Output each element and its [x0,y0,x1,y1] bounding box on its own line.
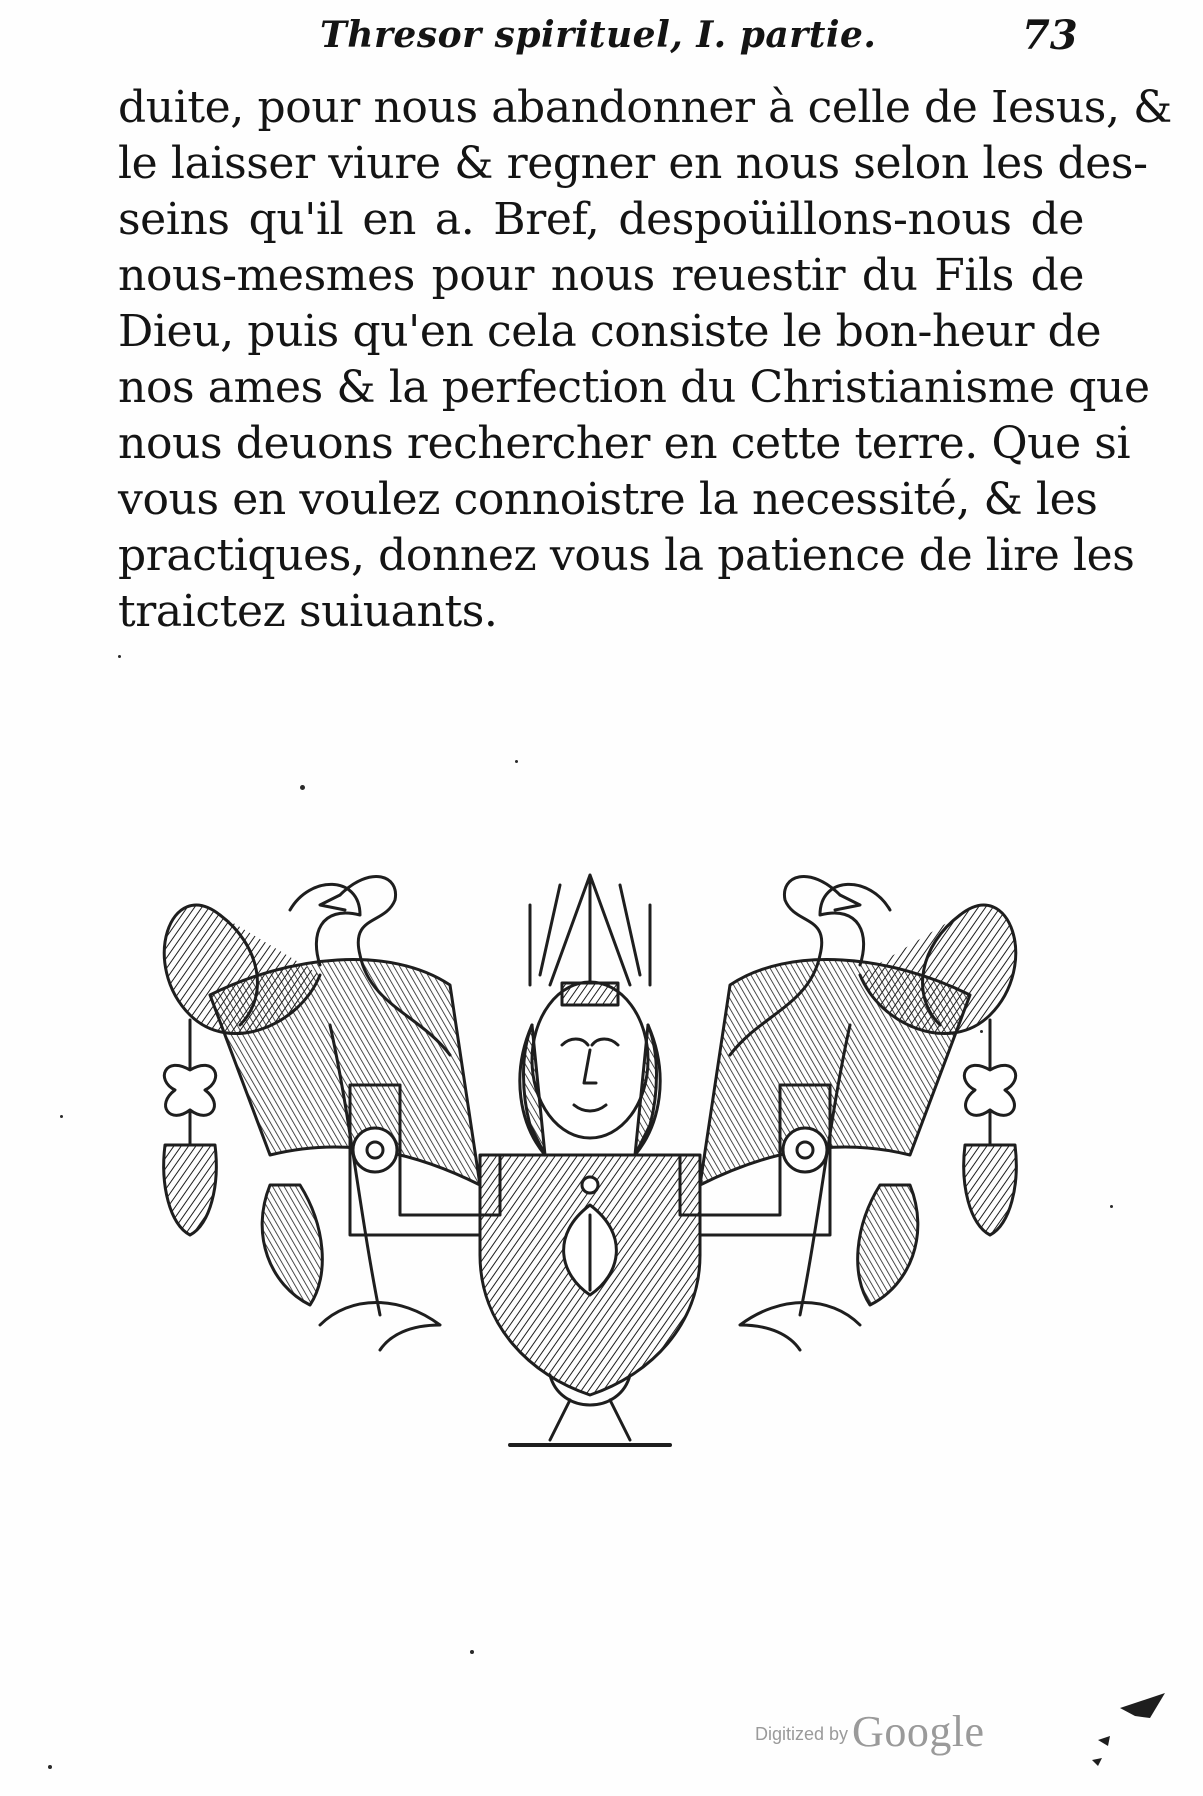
text-line: nos ames & la perfection du Christianisme que [118,362,1150,413]
digitized-watermark [755,1706,985,1757]
text-line: seins qu'il en a. Bref, despoüillons-nous de [118,194,1084,245]
text-line: traictez suiuants. [118,586,498,637]
text-line: vous en voulez connoistre la necessité, & les [118,474,1098,525]
print-speck [300,785,305,790]
print-speck [118,655,121,658]
print-speck [470,1650,474,1654]
text-line: nous-mesmes pour nous reuestir du Fils de [118,250,1084,301]
text-line: le laisser viure & regner en nous selon les des- [118,138,1148,189]
body-text [118,80,1172,640]
page-number: 73 [1022,12,1078,59]
watermark-brand: Google [852,1707,985,1756]
print-speck [48,1765,52,1769]
text-line: Dieu, puis qu'en cela consiste le bon-heur de [118,306,1102,357]
print-speck [515,760,518,763]
text-line: duite, pour nous abandonner à celle de Iesus, & [118,82,1172,133]
print-speck [980,1030,983,1033]
watermark-prefix: Digitized by [755,1724,849,1744]
ink-blot-icon [1080,1688,1170,1768]
text-line: nous deuons rechercher en cette terre. Que si [118,418,1131,469]
woodcut-ornament-icon [150,855,1030,1480]
text-line: practiques, donnez vous la patience de lire les [118,530,1135,581]
running-title: Thresor spirituel, I. partie. [320,14,877,56]
print-speck [60,1115,63,1118]
print-speck [1110,1205,1113,1208]
